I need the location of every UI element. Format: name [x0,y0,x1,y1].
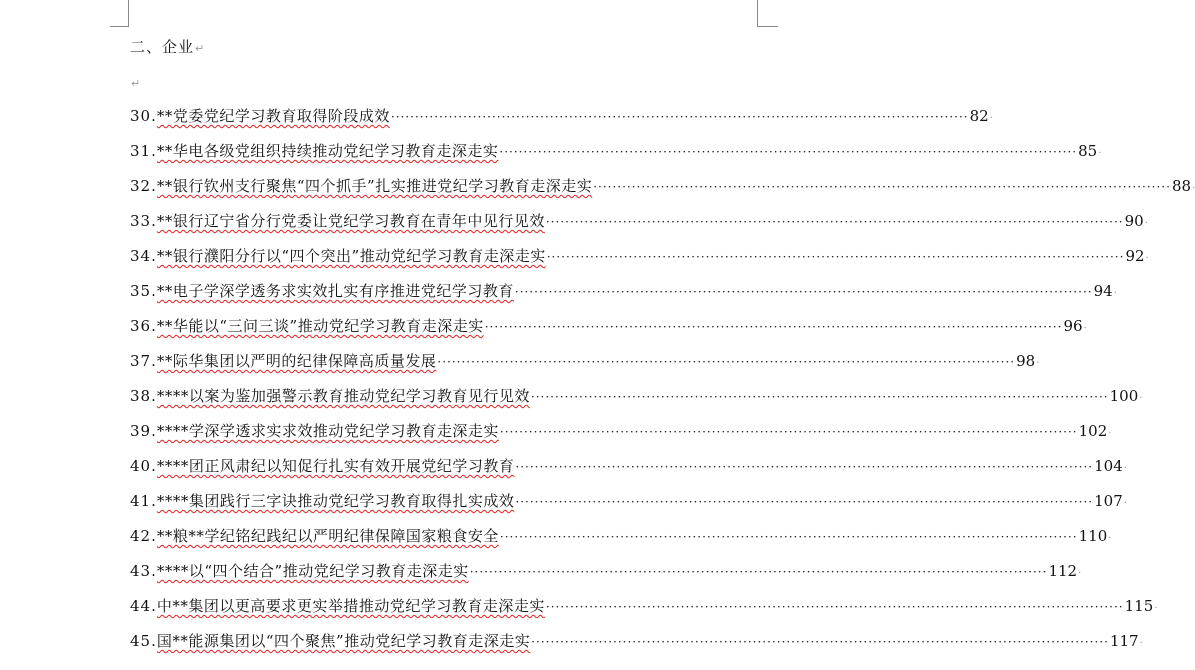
toc-entry[interactable] [130,490,1127,525]
toc-entry[interactable] [130,455,1127,490]
toc-entry-page-value: 92 [1125,247,1145,265]
toc-entry-title: **银行钦州支行聚焦“四个抓手”扎实推进党纪学习教育走深走实 [156,177,593,195]
line-end-mark-icon: · [1123,498,1127,509]
toc-entry[interactable] [130,105,993,140]
toc-entry-number: 31. [130,142,157,160]
toc-entry-title: ****以案为鉴加强警示教育推动党纪学习教育见行见效 [156,387,530,405]
line-end-mark-icon: · [1108,533,1112,544]
toc-entry-number: 30. [130,107,157,125]
toc-entry-title: **银行辽宁省分行党委让党纪学习教育在青年中见行见效 [156,212,545,230]
line-end-mark-icon: · [1113,288,1117,299]
toc-entry-page-number [1094,457,1127,475]
toc-entry-title: **银行濮阳分行以“四个突出”推动党纪学习教育走深走实 [156,247,546,265]
toc-entry-number: 45. [130,632,157,650]
toc-entry[interactable] [130,315,1087,350]
line-end-mark-icon: · [1123,463,1127,474]
toc-dot-leader: ························································································································ [515,460,1094,474]
paragraph-mark-icon: ↵ [131,77,141,90]
toc-entry-page-value: 117 [1109,632,1139,650]
toc-entry[interactable] [130,560,1082,595]
toc-entry-title: 国**能源集团以“四个聚焦”推动党纪学习教育走深走实 [156,632,531,650]
toc-dot-leader: ························································································································ [530,390,1109,404]
toc-entry-page-value: 82 [969,107,989,125]
line-end-mark-icon: · [1078,568,1082,579]
toc-dot-leader: ························································································································ [514,285,1093,299]
toc-entry-page-value: 104 [1094,457,1123,475]
empty-paragraph[interactable] [130,72,140,91]
toc-entry-title: **华电各级党组织持续推动党纪学习教育走深走实 [156,142,499,160]
toc-entry[interactable] [130,350,1040,385]
toc-entry[interactable] [130,595,1158,630]
toc-entry-title: **电子学深学透务求实效扎实有序推进党纪学习教育 [156,282,514,300]
toc-entry-page-number [970,107,993,125]
toc-dot-leader: ························································································································ [545,215,1124,229]
line-end-mark-icon: · [1036,358,1040,369]
toc-entry[interactable] [130,420,1112,455]
toc-dot-leader: ························································································································ [593,180,1171,194]
toc-entry-page-value: 98 [1016,352,1036,370]
toc-entry-number: 35. [130,282,157,300]
line-end-mark-icon: · [1139,638,1143,649]
toc-entry-page-value: 115 [1124,597,1154,615]
section-heading[interactable] [130,36,205,57]
toc-entry-number: 42. [130,527,157,545]
toc-entry-page-value: 107 [1094,492,1123,510]
line-end-mark-icon: · [1154,603,1158,614]
toc-entry-title: ****团正风肃纪以知促行扎实有效开展党纪学习教育 [156,457,515,475]
toc-entry[interactable] [130,140,1102,175]
toc-dot-leader: ························································································································ [499,530,1078,544]
toc-entry-page-number [1063,317,1086,335]
toc-entry-page-value: 90 [1124,212,1144,230]
toc-entry-number: 43. [130,562,157,580]
table-of-contents [130,105,1195,665]
toc-entry-page-number [1079,527,1112,545]
line-end-mark-icon: · [1098,148,1102,159]
toc-dot-leader: ························································································································ [437,355,1016,369]
toc-entry-number: 37. [130,352,157,370]
toc-entry[interactable] [130,280,1117,315]
toc-dot-leader: ························································································································ [531,635,1109,649]
toc-entry-page-number [1094,492,1127,510]
toc-entry-page-value: 96 [1063,317,1083,335]
toc-dot-leader: ························································································································ [546,250,1125,264]
toc-entry-number: 44. [130,597,157,615]
line-end-mark-icon: · [1139,393,1143,404]
line-end-mark-icon: · [1083,323,1087,334]
toc-entry-title: **党委党纪学习教育取得阶段成效 [156,107,390,125]
toc-entry-number: 39. [130,422,157,440]
toc-entry-page-value: 112 [1048,562,1078,580]
toc-dot-leader: ························································································································ [499,425,1078,439]
toc-entry-title: **粮**学纪铭纪践纪以严明纪律保障国家粮食安全 [156,527,499,545]
toc-entry-page-value: 102 [1078,422,1108,440]
line-end-mark-icon: · [1145,253,1149,264]
toc-entry-number: 34. [130,247,157,265]
toc-entry-title: ****以“四个结合”推动党纪学习教育走深走实 [156,562,469,580]
section-heading-text: 二、企业 [130,38,195,56]
toc-entry-title: **华能以“三问三谈”推动党纪学习教育走深走实 [156,317,484,335]
toc-entry-number: 32. [130,177,157,195]
toc-entry-number: 33. [130,212,157,230]
toc-entry-page-number [1110,387,1143,405]
toc-entry-page-number [1125,212,1148,230]
toc-entry-title: 中**集团以更高要求更实举措推动党纪学习教育走深走实 [156,597,545,615]
toc-entry-page-number [1110,632,1143,650]
toc-entry-page-value: 110 [1078,527,1108,545]
toc-entry-page-number [1172,177,1195,195]
toc-entry[interactable] [130,525,1112,560]
toc-entry-title: **际华集团以严明的纪律保障高质量发展 [156,352,437,370]
toc-entry-page-number [1048,562,1081,580]
toc-entry-title: ****学深学透求实求效推动党纪学习教育走深走实 [156,422,499,440]
line-end-mark-icon: · [1108,428,1112,439]
toc-entry[interactable] [130,385,1143,420]
line-end-mark-icon: · [1144,218,1148,229]
toc-entry-page-number [1079,422,1112,440]
toc-entry-page-value: 100 [1109,387,1139,405]
margin-corner-mark-right [757,0,778,27]
toc-entry[interactable] [130,210,1148,245]
toc-entry-title: ****集团践行三字诀推动党纪学习教育取得扎实成效 [156,492,515,510]
toc-entry[interactable] [130,175,1195,210]
toc-entry[interactable] [130,245,1149,280]
toc-entry-number: 40. [130,457,157,475]
line-end-mark-icon: · [989,113,993,124]
toc-dot-leader: ························································································································ [545,600,1124,614]
paragraph-mark-icon: ↵ [195,42,206,55]
toc-entry-page-number [1016,352,1039,370]
toc-entry-number: 41. [130,492,157,510]
toc-entry[interactable] [130,630,1143,665]
line-end-mark-icon: · [1192,183,1195,194]
toc-entry-page-number [1125,597,1158,615]
toc-entry-page-number [1094,282,1117,300]
toc-dot-leader: ························································································································ [499,145,1078,159]
toc-dot-leader: ························································································································ [390,110,969,124]
toc-entry-page-value: 94 [1093,282,1113,300]
toc-entry-page-value: 88 [1171,177,1192,195]
margin-corner-mark-left [110,0,129,27]
toc-dot-leader: ························································································································ [515,495,1094,509]
toc-entry-number: 38. [130,387,157,405]
toc-entry-page-value: 85 [1078,142,1098,160]
toc-dot-leader: ························································································································ [484,320,1063,334]
toc-dot-leader: ························································································································ [469,565,1048,579]
toc-entry-number: 36. [130,317,157,335]
toc-entry-page-number [1078,142,1101,160]
toc-entry-page-number [1125,247,1148,265]
